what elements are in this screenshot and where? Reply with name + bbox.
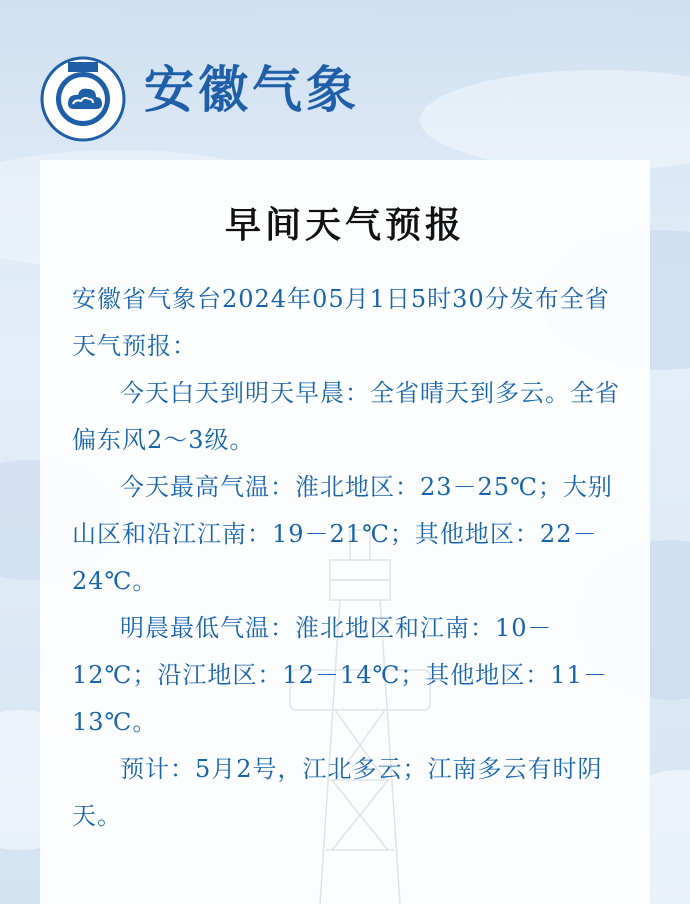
forecast-min-temp: 明晨最低气温：淮北地区和江南：10－12℃；沿江地区：12－14℃；其他地区：11－13℃。 <box>72 614 608 736</box>
forecast-today: 今天白天到明天早晨：全省晴天到多云。全省偏东风2～3级。 <box>72 379 620 454</box>
brand-title: 安徽气象 <box>144 61 360 119</box>
header <box>0 0 690 160</box>
forecast-title: 早间天气预报 <box>224 205 465 246</box>
forecast-body <box>72 276 632 840</box>
forecast-card <box>40 160 650 904</box>
forecast-intro: 安徽省气象台2024年05月1日5时30分发布全省天气预报： <box>72 285 610 360</box>
forecast-outlook: 预计：5月2号，江北多云；江南多云有时阴天。 <box>72 755 603 830</box>
meteorological-bureau-logo-icon <box>40 56 126 142</box>
forecast-max-temp: 今天最高气温：淮北地区：23－25℃；大别山区和沿江江南：19－21℃；其他地区：22－24℃。 <box>72 473 613 595</box>
